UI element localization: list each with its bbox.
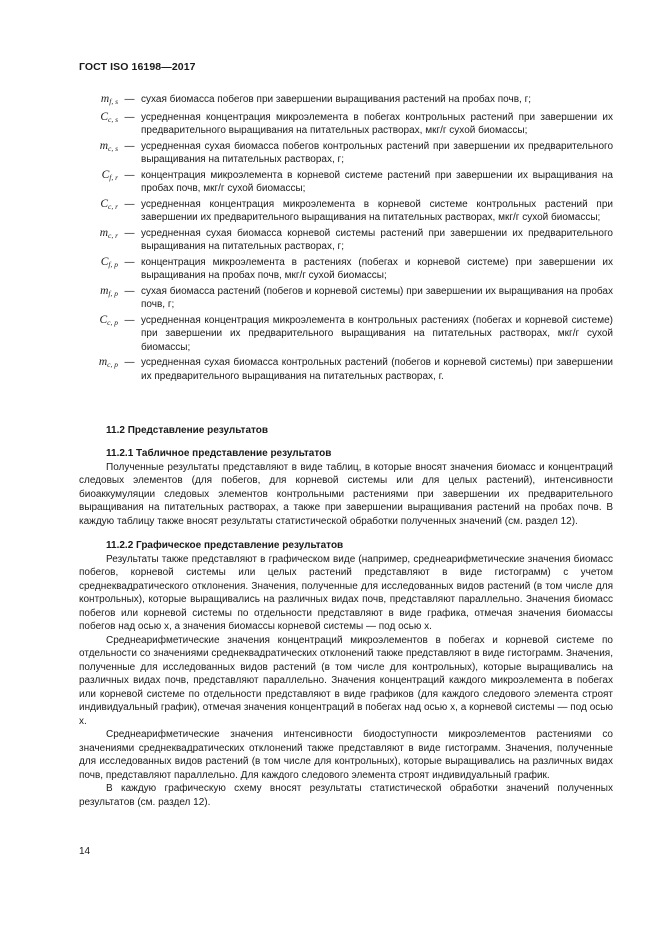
subsection-title-2: 11.2.2 Графическое представление результатов: [106, 540, 344, 551]
paragraph: Среднеарифметические значения концентраций микроэлементов в побегах и корневой системе по отдельности со значениями среднеквадратических отклонений также представляют в виде гистограмм. Значения, полученные для исследованных видов растений (в том числе для контрольных), которые выращивались на различных видах почв, представляют параллельно. Значения концентраций каждого микроэлемента в побегах или корневой системе по отдельности представляют в виде графиков (для каждого следового элемента строят индивидуальный график), отмечая значения концентраций в побегах над осью x, а корневой системы — под осью x.: [79, 634, 613, 727]
symbol: $m_{f, p}$: [100, 284, 118, 298]
section-title: 11.2 Представление результатов: [106, 425, 269, 436]
definition-row: [79, 169, 613, 196]
dash: —: [124, 285, 135, 297]
definition-text: усредненная концентрация микроэлемента в побегах контрольных растений при завершении их предварительного выращивания на питательных растворах, мкг/г сухой биомассы;: [141, 111, 613, 136]
symbol: $C_{c, s}$: [100, 110, 118, 124]
definition-row: [79, 93, 613, 109]
definition-text: сухая биомасса побегов при завершении выращивания растений на пробах почв, г;: [141, 94, 532, 105]
dash: —: [124, 198, 135, 210]
definition-text: концентрация микроэлемента в корневой системе растений при завершении их выращивания на пробах почв, мкг/г сухой биомассы;: [141, 169, 613, 194]
definition-text: усредненная сухая биомасса контрольных растений (побегов и корневой системы) при завершении их предварительного выращивания на питательных растворах, г.: [141, 357, 613, 382]
symbol: $m_{c, p}$: [98, 356, 118, 369]
definition-row: [79, 140, 613, 167]
section-11-2: [79, 424, 613, 438]
definition-text: усредненная сухая биомасса побегов контрольных растений при завершении их предварительного выращивания на питательных растворах, г;: [141, 140, 613, 165]
dash: —: [124, 314, 135, 326]
definitions-list: [79, 93, 613, 385]
dash: —: [124, 111, 135, 123]
definition-text: сухая биомасса растений (побегов и корневой системы) при завершении их выращивания на пробах почв, г;: [141, 285, 613, 310]
definition-text: усредненная концентрация микроэлемента в контрольных растениях (побегах и корневой системе) при завершении их предварительного выращивания на питательных растворах, мкг/г сухой биомассы;: [141, 314, 613, 353]
symbol: $C_{f, p}$: [100, 255, 118, 269]
symbol: $C_{c, p}$: [99, 313, 118, 327]
dash: —: [124, 357, 135, 368]
subsection-11-2-1: [79, 447, 613, 528]
definition-row: [79, 285, 613, 312]
symbol: $m_{c, s}$: [99, 139, 118, 153]
definition-row: [79, 356, 613, 383]
paragraph: Полученные результаты представляют в виде таблиц, в которые вносят значения биомасс и концентраций следовых элементов (для побегов, для корневой системы или для целых растений), интенсивности биоаккумуляции следовых элементов контрольными растениями при завершении их предварительного выращивания на питательных растворах, а также при завершении выращивания растений на пробах почв. В каждую таблицу также вносят результаты статистической обработки полученных значений (см. раздел 12).: [79, 461, 613, 527]
dash: —: [124, 94, 135, 105]
symbol: $C_{f, r}$: [101, 168, 118, 182]
subsection-title-1: 11.2.1 Табличное представление результатов: [106, 448, 332, 459]
definition-row: [79, 111, 613, 138]
paragraph: Результаты также представляют в графическом виде (например, среднеарифметические значения биомасс побегов, корневой системы или целых растений представляют в виде гистограмм) с учетом среднеквадратического отклонения. Значения, полученные для исследованных видов растений (в том числе для контрольных), которые выращивались на различных видах почв, представляют параллельно. Значения биомасс побегов или корневой системы по отдельности представляют в виде графика, отмечая значения биомассы побегов над осью x, а значения биомассы корневой системы — под осью x.: [79, 553, 613, 632]
definition-text: концентрация микроэлемента в растениях (побегах и корневой системе) при завершении их выращивания на пробах почв, мкг/г сухой биомассы;: [141, 256, 613, 281]
definition-row: [79, 227, 613, 254]
dash: —: [124, 140, 135, 152]
dash: —: [124, 169, 135, 181]
symbol: $C_{c, r}$: [100, 197, 118, 211]
symbol: $m_{c, r}$: [99, 226, 118, 240]
page-number: 14: [79, 846, 91, 857]
symbol: $m_{f, s}$: [100, 93, 118, 106]
paragraph: Среднеарифметические значения интенсивности биодоступности микроэлементов растениями со значениями среднеквадратических отклонений также представляют в виде гистограмм. Значения, полученные для исследованных видов растений (в том числе для контрольных), которые выращивались на различных видах почв, представляют параллельно. Для каждого следового элемента строят индивидуальный график.: [79, 729, 613, 781]
definition-row: [79, 198, 613, 225]
definition-row: [79, 314, 613, 355]
dash: —: [124, 227, 135, 239]
definition-text: усредненная сухая биомасса корневой системы растений при завершении их предварительного выращивания на питательных растворах, г;: [141, 227, 613, 252]
definition-row: [79, 256, 613, 283]
definition-text: усредненная концентрация микроэлемента в корневой системе контрольных растений при завершении их предварительного выращивания на питательных растворах, мкг/г сухой биомассы;: [141, 198, 613, 223]
document-header: ГОСТ ISO 16198—2017: [79, 61, 196, 73]
dash: —: [124, 256, 135, 268]
paragraph: В каждую графическую схему вносят результаты статистической обработки значений полученных результатов (см. раздел 12).: [79, 783, 613, 808]
subsection-11-2-2: [79, 539, 613, 809]
